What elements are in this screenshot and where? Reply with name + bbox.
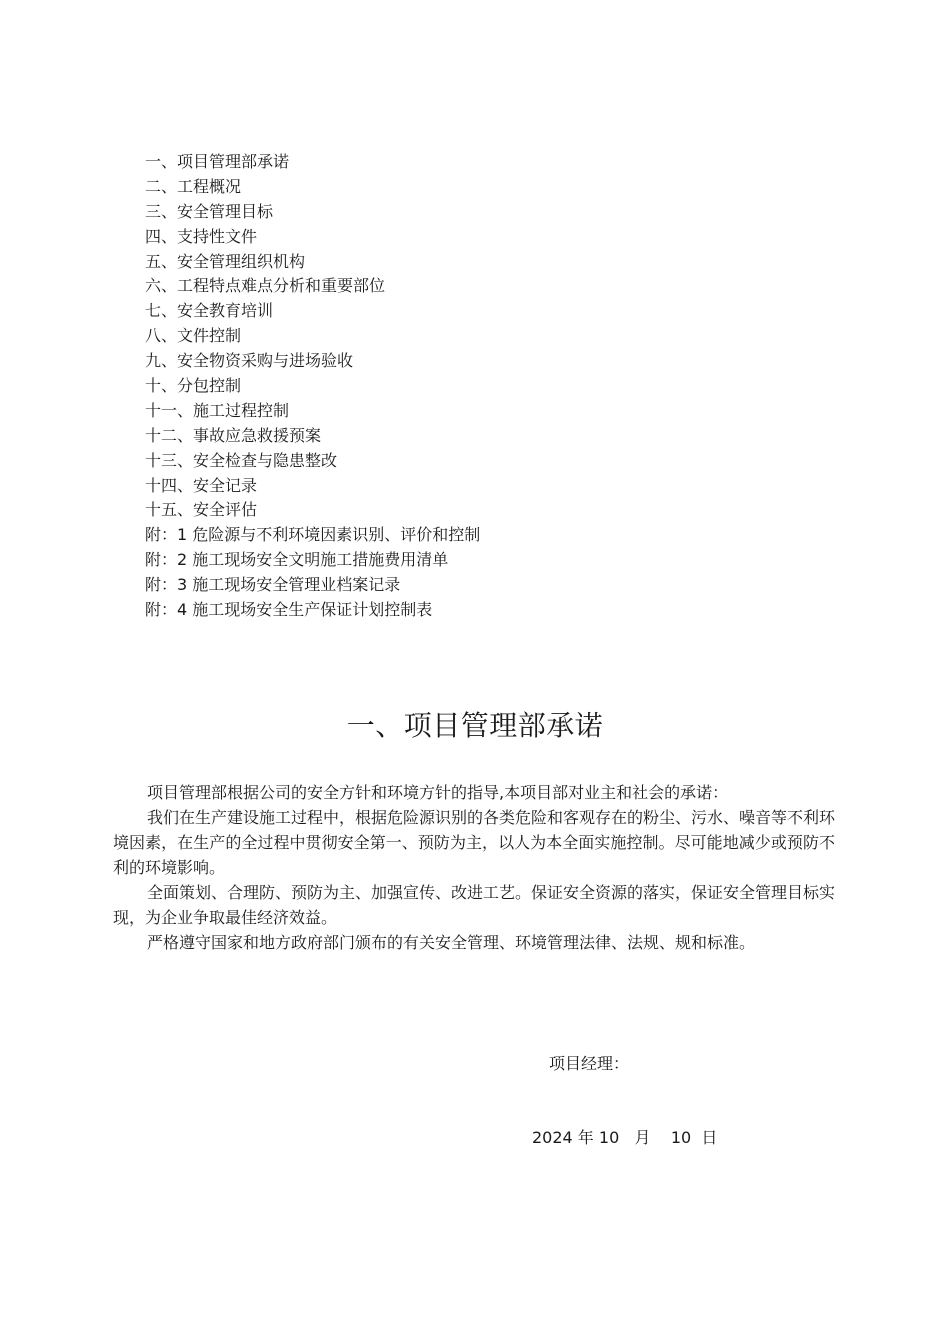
body-paragraph: 全面策划、合理防、预防为主、加强宣传、改进工艺。保证安全资源的落实，保证安全管理目标实现，为企业争取最佳经济效益。 bbox=[113, 883, 836, 927]
commitment-body bbox=[113, 780, 835, 955]
body-paragraph: 项目管理部根据公司的安全方针和环境方针的指导,本项目部对业主和社会的承诺： bbox=[147, 783, 729, 802]
toc-item: 四、支持性文件 bbox=[145, 226, 258, 246]
signature-date: 2024 年 10 月 10 日 bbox=[532, 1128, 718, 1147]
body-paragraph: 严格遵守国家和地方政府部门颁布的有关安全管理、环境管理法律、法规、规和标准。 bbox=[147, 933, 756, 952]
toc-item: 十五、安全评估 bbox=[145, 500, 258, 520]
toc-item: 七、安全教育培训 bbox=[145, 301, 274, 321]
body-paragraph: 我们在生产建设施工过程中，根据危险源识别的各类危险和客观存在的粉尘、污水、噪音等不利环境因素，在生产的全过程中贯彻安全第一、预防为主，以人为本全面实施控制。尽可能地减少或预防不利的环境影响。 bbox=[113, 808, 836, 877]
toc-item: 附：1 危险源与不利环境因素识别、评价和控制 bbox=[145, 525, 481, 545]
project-manager-label: 项目经理： bbox=[549, 1054, 630, 1073]
table-of-contents bbox=[145, 150, 845, 623]
section-title: 一、项目管理部承诺 bbox=[346, 709, 604, 742]
toc-item: 六、工程特点难点分析和重要部位 bbox=[145, 276, 386, 296]
toc-item: 一、项目管理部承诺 bbox=[145, 152, 290, 171]
toc-item: 五、安全管理组织机构 bbox=[145, 251, 306, 271]
toc-item: 十一、施工过程控制 bbox=[145, 400, 290, 420]
toc-item: 附：2 施工现场安全文明施工措施费用清单 bbox=[145, 550, 449, 570]
toc-item: 十、分包控制 bbox=[145, 376, 242, 396]
toc-item: 三、安全管理目标 bbox=[145, 201, 274, 221]
toc-item: 二、工程概况 bbox=[145, 176, 242, 196]
toc-item: 附：4 施工现场安全生产保证计划控制表 bbox=[145, 600, 433, 620]
toc-item: 九、安全物资采购与进场验收 bbox=[145, 351, 354, 371]
toc-item: 十三、安全检查与隐患整改 bbox=[145, 450, 338, 470]
toc-item: 附：3 施工现场安全管理业档案记录 bbox=[145, 575, 401, 595]
toc-item: 十二、事故应急救援预案 bbox=[145, 425, 322, 445]
toc-item: 十四、安全记录 bbox=[145, 475, 258, 495]
toc-item: 八、文件控制 bbox=[145, 326, 242, 346]
